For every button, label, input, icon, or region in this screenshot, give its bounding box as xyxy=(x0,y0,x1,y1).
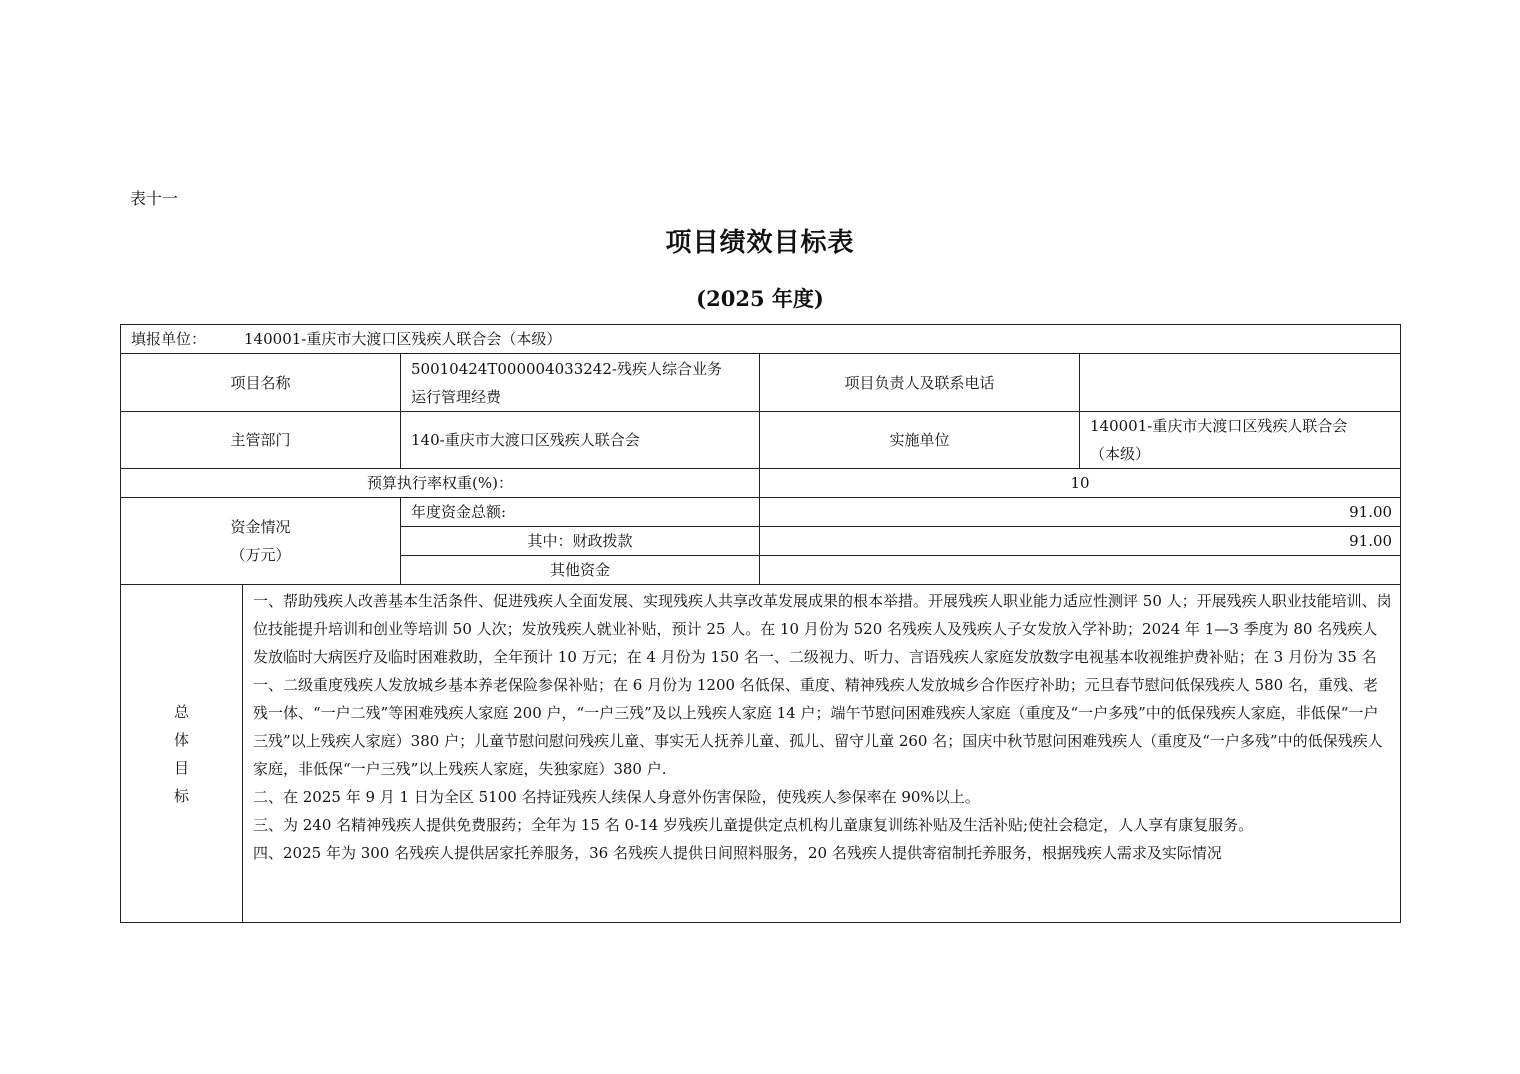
fiscal-value: 91.00 xyxy=(760,527,1401,556)
budget-weight-value: 10 xyxy=(760,469,1401,498)
impl-value-line2: （本级） xyxy=(1090,445,1151,463)
impl-value-line1: 140001-重庆市大渡口区残疾人联合会 xyxy=(1090,417,1348,435)
goal-paragraph: 一、帮助残疾人改善基本生活条件、促进残疾人全面发展、实现残疾人共享改革发展成果的根本举措。开展残疾人职业能力适应性测评 50 人；开展残疾人职业技能培训、岗位技能提升培训和创业等培训 50 人次；发放残疾人就业补贴，预计 25 人。在 10 月份为 520 名残疾人及残疾人子女发放入学补助；2024 年 1—3 季度为 80 名残疾人发放临时大病医疗及临时困难救助，全年预计 10 万元；在 4 月份为 150 名一、二级视力、听力、言语残疾人家庭发放数字电视基本收视维护费补贴；在 3 月份为 35 名一、二级重度残疾人发放城乡基本养老保险参保补贴；在 6 月份为 1200 名低保、重度、精神残疾人发放城乡合作医疗补助；元旦春节慰问低保残疾人 580 名，重残、老残一体、“一户二残”等困难残疾人家庭 200 户，“一户三残”及以上残疾人家庭 14 户；端午节慰问困难残疾人家庭（重度及“一户多残”中的低保残疾人家庭，非低保“一户三残”以上残疾人家庭）380 户；儿童节慰问慰问残疾儿童、事实无人抚养儿童、孤儿、留守儿童 260 名；国庆中秋节慰问困难残疾人（重度及“一户多残”中的低保残疾人家庭，非低保“一户三残”以上残疾人家庭，失独家庭）380 户. xyxy=(253,592,1392,778)
annual-total-value: 91.00 xyxy=(760,498,1401,527)
dept-value: 140-重庆市大渡口区残疾人联合会 xyxy=(401,412,760,469)
project-name-label: 项目名称 xyxy=(121,354,401,412)
goals-label-char: 总 xyxy=(173,702,189,721)
project-name-row xyxy=(121,354,1401,412)
table-number-label: 表十一 xyxy=(130,189,179,208)
annual-total-label: 年度资金总额: xyxy=(401,498,760,527)
funds-label-line2: （万元） xyxy=(230,546,291,564)
reporting-unit-label: 填报单位： xyxy=(131,330,207,348)
budget-weight-row xyxy=(121,469,1401,498)
contact-value xyxy=(1080,354,1401,412)
goal-paragraph: 二、在 2025 年 9 月 1 日为全区 5100 名持证残疾人续保人身意外伤害保险，使残疾人参保率在 90%以上。 xyxy=(253,788,980,806)
project-name-value xyxy=(401,354,760,412)
goals-label-char: 体 xyxy=(173,730,189,749)
project-name-value-line1: 50010424T000004033242-残疾人综合业务 xyxy=(411,359,722,378)
overall-goals-content xyxy=(243,585,1401,923)
page-subtitle-year: (2025 年度) xyxy=(696,286,824,311)
goals-label-char: 标 xyxy=(173,786,189,805)
goal-paragraph: 四、2025 年为 300 名残疾人提供居家托养服务，36 名残疾人提供日间照料服务，20 名残疾人提供寄宿制托养服务，根据残疾人需求及实际情况 xyxy=(253,844,1222,862)
overall-goals-row xyxy=(121,585,1401,923)
department-row xyxy=(121,412,1401,469)
reporting-unit-cell xyxy=(121,325,1401,354)
reporting-unit-value: 140001-重庆市大渡口区残疾人联合会（本级） xyxy=(244,330,562,348)
page-title: 项目绩效目标表 xyxy=(665,228,855,258)
fiscal-label: 其中：财政拨款 xyxy=(401,527,760,556)
other-funds-label: 其他资金 xyxy=(401,556,760,585)
goals-label-char: 目 xyxy=(173,758,189,777)
budget-weight-label: 预算执行率权重(%)： xyxy=(121,469,760,498)
impl-value xyxy=(1080,412,1401,469)
funds-label xyxy=(121,498,401,585)
annual-total-row xyxy=(121,498,1401,527)
overall-goals-label xyxy=(121,585,243,923)
goal-paragraph: 三、为 240 名精神残疾人提供免费服药；全年为 15 名 0-14 岁残疾儿童提供定点机构儿童康复训练补贴及生活补贴;使社会稳定，人人享有康复服务。 xyxy=(253,816,1254,834)
project-name-value-line2: 运行管理经费 xyxy=(411,387,502,406)
funds-label-line1: 资金情况 xyxy=(230,518,291,536)
other-funds-value xyxy=(760,556,1401,585)
performance-target-table xyxy=(120,324,1401,923)
impl-label: 实施单位 xyxy=(760,412,1080,469)
reporting-unit-row xyxy=(121,325,1401,354)
contact-label: 项目负责人及联系电话 xyxy=(760,354,1080,412)
dept-label: 主管部门 xyxy=(121,412,401,469)
